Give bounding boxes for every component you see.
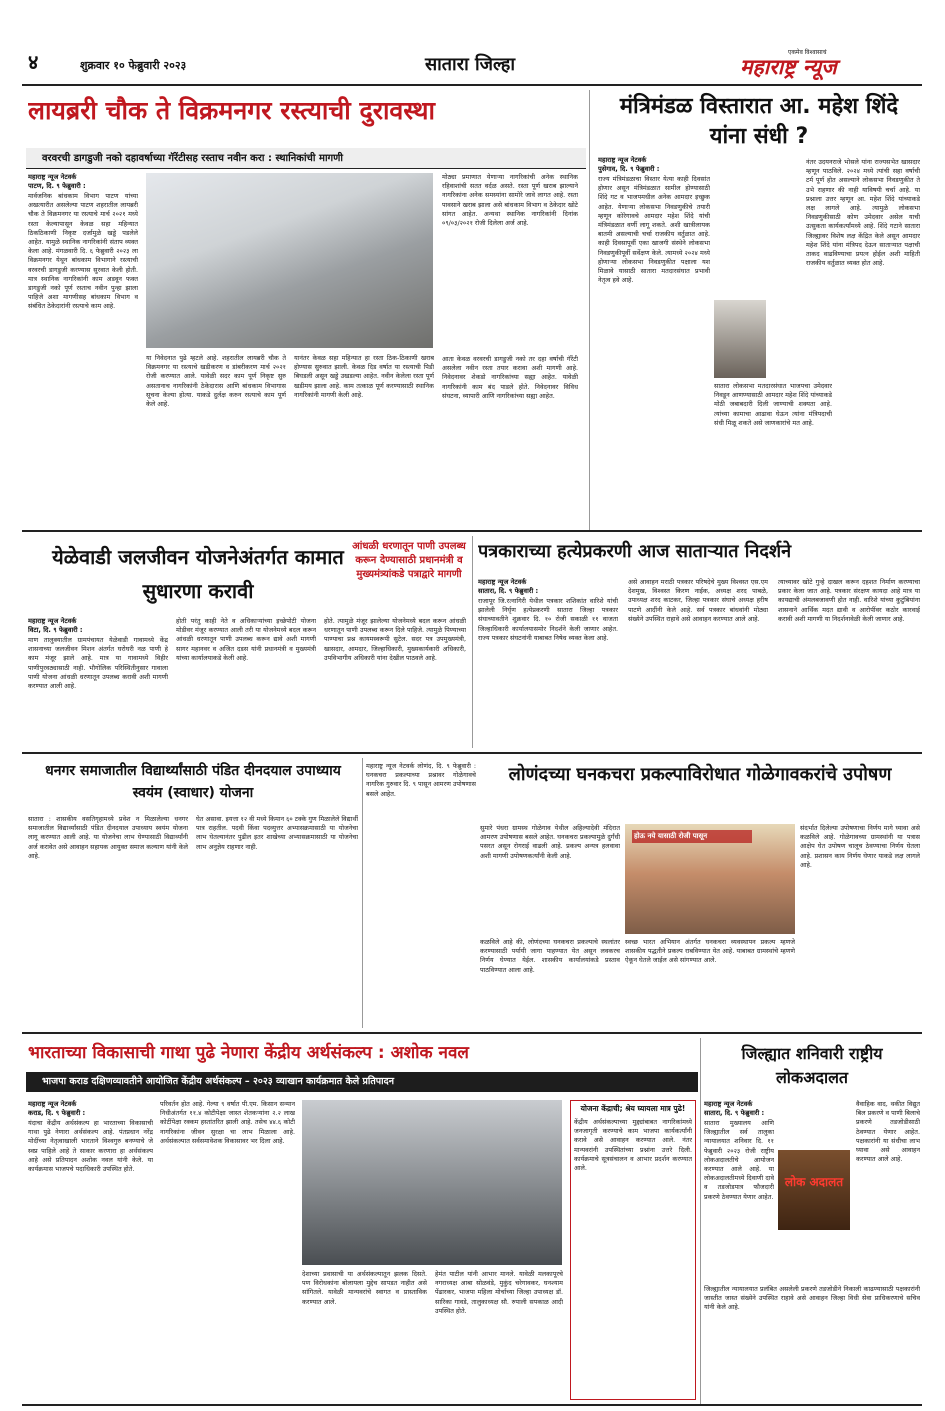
story6-col2: संदर्भात दिलेल्या उपोषणाचा निर्णय मागे घ्यावा असे कळविले आहे. गोळेगावच्या ग्रामस्थांनी या पत्रास आक्षेप घेत उपोषण चालूच ठेवण्याचा निर्णय घेतला आहे. प्रशासन काय निर्णय घेणार याकडे लक्ष लागले आहे. (800, 824, 920, 869)
story8-photo-label: लोक अदालत (784, 1175, 844, 1189)
story5-col1: सातारा : शासकीय वसतिगृहामध्ये प्रवेश न मिळालेल्या धनगर समाजातील विद्यार्थ्यांसाठी पंडित दीनदयाल उपाध्याय स्वयंम योजना लागू करण्यात आली आहे. या योजनेचा लाभ घेण्यासाठी विद्यार्थ्यांनी अर्ज करावेत असे आवाहन सहायक आयुक्त समाज कल्याण यांनी केले आहे. (28, 815, 188, 860)
divider (589, 90, 590, 530)
story7-col2: परिवर्तन होत आहे. गेल्या ९ वर्षात पी.एम. किसान सन्मान निधीअंतर्गत ११.४ कोटीपेक्षा जास्त शेतकऱ्यांना २.२ लाख कोटींपेक्षा रक्कम हस्तांतरित झाली आहे. तसेच ४४.६ कोटी नागरिकांना जीवन सुरक्षा चा लाभ मिळाला आहे. अर्थसंकल्पात सर्वसमावेशक विकासावर भर दिला आहे. (160, 1100, 295, 1145)
story4-headline: पत्रकाराच्या हत्येप्रकरणी आज साताऱ्यात निदर्शने (478, 541, 792, 562)
story1-col4: मोठ्या प्रमाणात येणाऱ्या नागरिकांची अनेक स्थानिक रहिवाशांची सतत वर्दळ असते. रस्ता पूर्ण खराब झाल्याने नागरिकांना अनेक समस्यांना सामोरे जावे लागत आहे. रस्ता पावसाने खराब झाला असे बांधकाम विभाग व ठेकेदार खोटे सांगत आहेत. अन्यथा स्थानिक नागरिकांनी दिनांक ०९/०३/२०२१ रोजी दिलेला अर्ज आहे. (442, 173, 578, 228)
section-rule-3 (22, 1032, 922, 1034)
story4-byline: महाराष्ट्र न्यूज नेटवर्क (478, 578, 527, 586)
story8-col3: जिल्ह्यातील न्यायालयात प्रलंबित असलेली प्रकरणे तडजोडीने निकाली काढण्यासाठी पक्षकारांनी जास्तीत जास्त संख्येने उपस्थित राहावे असे आवाहन जिल्हा विधी सेवा प्राधिकरणाचे सचिव यांनी केले आहे. (704, 1285, 920, 1312)
story1-col5: आता केवळ वरवरची डागडुजी नको तर दहा वर्षाची गॅरेंटी असलेला नवीन रस्ता तयार करावा अशी मागणी आहे. निवेदनावर शेकडो नागरिकांच्या सह्या आहेत. यावेळी नागरिकांनी काम बंद पाडले होते. निवेदनावर विविध संघटना, व्यापारी आणि नागरिकांच्या सह्या आहेत. (442, 355, 578, 400)
page-number: ४ (28, 50, 39, 74)
story7-subhead: भाजपा कराड दक्षिणव्यावतीने आयोजित केंद्रीय अर्थसंकल्प – २०२३ व्याखान कार्यक्रमात केले प्रतिपादन (26, 1072, 698, 1092)
issue-date: शुक्रवार १० फेब्रुवारी २०२३ (80, 59, 187, 72)
story7-col5: केंद्रीय अर्थसंकल्पाच्या मुद्द्यांबाबत नागरिकांमध्ये जनजागृती करण्याचे काम भाजपा कार्यकर्त्यांनी करावे असे आवाहन करण्यात आले. नंतर मान्यवरांनी उपस्थितांच्या प्रश्नांना उत्तरे दिली. कार्यक्रमाचे सूत्रसंचालन व आभार प्रदर्शन करण्यात आले. (574, 1118, 692, 1173)
story3-col3: होते. त्यामुळे मंजूर झालेल्या योजनेमध्ये बदल करून आंधळी धरणातून पाणी उपलब्ध करून दिले पाहिजे. त्यामुळे पिण्याच्या पाण्याचा प्रश्न कायमस्वरूपी सुटेल. सदर पत्र उपमुख्यमंत्री, खासदार, आमदार, जिल्हाधिकारी, मुख्यकार्यकारी अधिकारी, उपविभागीय अधिकारी यांना देखील पाठवले आहे. (324, 617, 466, 662)
story6-col4: स्वच्छ भारत अभियान अंतर्गत घनकचरा व्यवस्थापन प्रकल्प म्हणजे शासकीय पद्धतीने प्रकल्प राबविण्यात येत आहे. याबाबत ग्रामस्थांचे म्हणणे ऐकून घेतले जाईल असे सांगण्यात आले. (625, 938, 795, 965)
story2-dateline: पुसेगाव, दि. ९ फेब्रुवारी : (598, 165, 660, 173)
story4-col2: असे आवाहन मराठी पत्रकार परिषदेचे मुख्य विश्वस्त एस.एम देशमुख, विश्वस्त किरण नाईक, अध्यक्ष शरद पाबळे, उपाध्यक्ष शरद काटकर, जिल्हा पत्रकार संघाचे अध्यक्ष हरीष पाटणे आदींनी केले आहे. सर्व पत्रकार बांधवांनी मोठ्या संख्येने उपस्थित राहावे असे आवाहन करण्यात आले आहे. (628, 578, 768, 623)
story2-col2: सातारा लोकसभा मतदारसंघात भाजपचा उमेदवार निवडून आणण्यासाठी आमदार महेश शिंदे यांच्याकडे मोठी जबाबदारी दिली जाण्याची शक्यता आहे. त्यांच्या कामाचा आढावा घेऊन त्यांना मंत्रिपदाची संधी मिळू शकते असे जाणकारांचे मत आहे. (714, 382, 832, 427)
section-title: सातारा जिल्हा (424, 54, 516, 75)
story8-byline: महाराष्ट्र न्यूज नेटवर्क (704, 1100, 753, 1108)
story7-col1: यंदाचा केंद्रीय अर्थसंकल्प हा भारताच्या विकासाची गाथा पुढे नेणारा अर्थसंकल्प आहे. पंतप्रधान नरेंद्र मोदींच्या नेतृत्वाखाली भारताने विश्वगुरु बनण्याचे जे स्वप्न पाहिले आहे ते साकार करणारा हा अर्थसंकल्प आहे असे प्रतिपादन अशोक नवल यांनी केले. या कार्यक्रमास भाजपचे पदाधिकारी उपस्थित होते. (28, 1119, 153, 1174)
story8-col1: सातारा मुख्यालय आणि जिल्ह्यातील सर्व तालुका न्यायालयात शनिवार दि. ११ फेब्रुवारी २०२३ रोजी राष्ट्रीय लोकअदालतीचे आयोजन करण्यात आले आहे. या लोकअदालतीमध्ये दिवाणी दावे व तडजोडपात्र फौजदारी प्रकरणे ठेवण्यात येणार आहेत. (704, 1119, 774, 1201)
story1-headline: लायब्ररी चौक ते विक्रमनगर रस्त्याची दुरावस्था (28, 96, 435, 125)
story8-col2: वैवाहिक वाद, थकीत विद्युत बिल प्रकरणे व पाणी बिलाचे प्रकरणे तडजोडीसाठी ठेवण्यात येणार आहेत. पक्षकारांनी या संधीचा लाभ घ्यावा असे आवाहन करण्यात आले आहे. (856, 1100, 920, 1164)
footer-rule (22, 1404, 922, 1406)
story8-photo (778, 1150, 850, 1230)
story3-dateline: विटा, दि. ९ फेब्रुवारी : (28, 626, 83, 634)
brand-tagline: एकमेव विश्वासाचं (788, 49, 827, 56)
story5-col2: घेत असावा. इयत्ता १२ वी मध्ये किमान ६० टक्के गुण मिळालेले विद्यार्थी पात्र राहतील. पदवी किंवा पदव्युत्तर अभ्यासक्रमासाठी या योजनेचा लाभ घेतल्यानंतर पुढील इतर शाखेच्या अभ्यासक्रमासाठी या योजनेचा लाभ अनुज्ञेय राहणार नाही. (196, 815, 358, 851)
brand-logo: महाराष्ट्र न्यूज (740, 55, 837, 79)
story3-headline: येळेवाडी जलजीवन योजनेअंतर्गत कामात सुधारणा करावी (52, 545, 344, 603)
story8-headline: जिल्ह्यात शनिवारी राष्ट्रीय लोकअदालत (741, 1044, 883, 1087)
story3-col1: माण तालुक्यातील ग्रामपंचायत येळेवाडी गावामध्ये केंद्र शासनाच्या जलजीवन मिशन अंतर्गत घरोघरी नळ पाणी हे काम मंजूर झाले आहे. मात्र या गावामध्ये विहीर पाणीपुरवठ्यासाठी नाही. भौगोलिक परिस्थितीनुसार गावाला पाणी योजना आंधळी धरणातून उपलब्ध करावी अशी मागणी करण्यात आली आहे. (28, 636, 168, 691)
story1-col1: मार्वजनिक बांधकाम विभाग पाटण यांच्या अखत्यारीत असलेल्या पाटण शहरातील लायब्ररी चौक ते विक्रमनगर या रस्त्याचे मार्च २०२१ मध्ये रस्ता केल्यापासून केवळ सहा महिन्यात ठिकठिकाणी निकृष्ट दर्जामुळे खड्डे पडलेले आहेत. यामुळे स्थानिक नागरिकांनी संताप व्यक्त केला आहे. मंगळवारी दि. ६ फेब्रुवारी २०२३ ला विक्रमनगर येथून बांधकाम विभागाने रस्त्याची वरवरची डागडुजी करण्यास सुरवात केली होती. मात्र स्थानिक नागरिकांनी काम अडवून फक्त डागडुजी नको पूर्ण रस्ताच नवीन पुन्हा झाला पाहिजे अशा मागणीसह बांधकाम विभाग व संबंधित ठेकेदारांनी रस्त्याचे काम आहे. (28, 192, 138, 311)
header (0, 0, 945, 88)
story6-headline: लोणंदच्या घनकचरा प्रकल्पाविरोधात गोळेगावकरांचे उपोषण (508, 764, 892, 785)
story2-portrait (714, 300, 766, 378)
section-rule-1 (22, 530, 922, 532)
story8-dateline: सातारा, दि. ९ फेब्रुवारी : (704, 1109, 765, 1117)
story7-headline: भारताच्या विकासाची गाथा पुढे नेणारा केंद्रीय अर्थसंकल्प : अशोक नवल (28, 1043, 469, 1063)
divider (700, 1038, 701, 1404)
section-rule-2 (22, 752, 922, 754)
story1-photo (146, 173, 433, 348)
story7-photo (302, 1100, 562, 1265)
story7-col3: देशाच्या प्रवासाची या अर्थसंकल्पातून झलक दिसते. पण विरोधकांना बोलायला मुद्देच सापडत नाहीत असे सांगितले. यावेळी मान्यवरांचे स्वागत व प्रास्ताविक करण्यात आले. (302, 1270, 427, 1306)
story2-col3: नंतर उदयनराजे भोसले यांना राज्यसभेत खासदार म्हणून पाठविले. २०२४ मध्ये त्यांची सहा वर्षाची टर्म पूर्ण होत असल्याने लोकसभा निवडणुकीत ते उभे राहणार की नाही याविषयी चर्चा आहे. या प्रश्नाला उत्तर म्हणून आ. महेश शिंदे यांच्याकडे लक्ष लागले आहे. त्यामुळे लोकसभा निवडणुकीसाठी कोण उमेदवार असेल याची उत्सुकता कार्यकर्त्यांमध्ये आहे. शिंदे गटाने सातारा जिल्ह्यावर विशेष लक्ष केंद्रित केले असून आमदार महेश शिंदे यांना मंत्रिपद देऊन साताऱ्यात पक्षाची ताकद वाढविण्याचा प्रयत्न होईल अशी माहिती राजकीय वर्तुळात व्यक्त होत आहे. (806, 158, 920, 268)
story1-col2: या निवेदनात पुढे म्हटले आहे. शहरातील लायब्ररी चौक ते विक्रमनगर या रस्त्याचे खडीकरण व डांबरीकरण मार्च २०२१ रोजी करण्यात आले. यावेळी सदर काम पूर्ण निकृष्ट सुरु असतानाच नागरिकांनी ठेकेदारास आणि बांधकाम विभागास सूचना केल्या होत्या. याकडे दुर्लक्ष करुन रस्त्याचे काम पूर्ण केले आहे. (146, 354, 286, 409)
story3-quote: आंधळी धरणातून पाणी उपलब्ध करून देण्यासाठी प्रधानमंत्री व मुख्यमंत्र्यांकडे पत्राद्वारे मागणी (352, 541, 466, 580)
story2-headline: मंत्रिमंडळ विस्तारात आ. महेश शिंदे यांना संधी ? (619, 94, 899, 149)
header-rule (22, 84, 922, 86)
story7-dateline: कराड, दि. ९ फेब्रुवारी : (28, 1109, 86, 1117)
story7-sidebar (570, 1100, 696, 1400)
story2-col1: राज्य मंत्रिमंडळाचा विस्तार येत्या काही दिवसांत होणार असून मंत्रिमंडळात सामील होण्यासाठी शिंदे गट व भाजपमधील अनेक आमदार इच्छुक आहेत. येणाऱ्या लोकसभा निवडणुकीचे तयारी म्हणून कोरेगावचे आमदार महेश शिंदे यांची मंत्रिमंडळात वर्णी लागू शकते. अशी खात्रीलायक बातमी असल्याची चर्चा राजकीय वर्तुळात आहे. काही दिवसापूर्वी एका खाजगी संस्थेने लोकसभा निवडणुकीपूर्वी सर्वेक्षण केले. त्यामध्ये २०२४ मध्ये होणाऱ्या लोकसभा निवडणुकीत पक्षाला यश मिळावे यासाठी सातारा मतदारसंघात प्रभावी नेतृत्व हवे आहे. (598, 175, 710, 285)
story7-byline: महाराष्ट्र न्यूज नेटवर्क (28, 1100, 77, 1108)
story3-byline: महाराष्ट्र न्यूज नेटवर्क (28, 617, 77, 625)
story5-col3: महाराष्ट्र न्यूज नेटवर्क लोणंद, दि. ९ फेब्रुवारी : घनकचरा प्रकल्पाच्या प्रश्नावर गोळेगावचे नागरिक गुरुवार दि. ९ पासून आमरण उपोषणास बसले आहेत. (366, 762, 476, 798)
story3-col2: होती परंतु काही नेते व अधिकाऱ्यांच्या इच्छेपोटी योजना मोडीवर मंजूर करण्यात आली तरी या योजनेमध्ये बदल करून आंधळी धरणातून पाणी उपलब्ध करून द्यावे अशी मागणी सागर महानवर व अजित दडस यांनी प्रधानमंत्री व मुख्यमंत्री यांच्या कार्यालयाकडे केली आहे. (176, 617, 316, 662)
story6-col3: कळविले आहे की, लोणंदच्या घनकचरा प्रकल्पाचे स्थलांतर करण्यासाठी पर्यायी जागा पाहण्यात येत असून लवकरच निर्णय घेण्यात येईल. शासकीय कार्यालयांकडे प्रस्ताव पाठविण्यात आला आहे. (480, 938, 620, 974)
story1-col3: यानंतर केवळ सहा महिन्यात हा रस्ता ठिक-ठिकाणी खराब होण्यास सुरुवात झाली. केवळ दिड वर्षात या रस्त्याची पिडी बिघडली असून खड्डे उखडल्या आहेत. नवीन केलेला रस्ता पूर्ण खडीमय झाला आहे. काम तत्काळ पूर्ण करण्यासाठी स्थानिक नागरिकांनी मागणी केली आहे. (294, 354, 434, 399)
story1-byline: महाराष्ट्र न्यूज नेटवर्क (28, 173, 77, 181)
story4-col1: राजापूर जि.रत्नागिरी येथील पत्रकार शशिकांत वारिशे यांची झालेली निर्घृण हत्येप्रकरणी सातारा जिल्हा पत्रकार संघाच्यावतीने शुक्रवार दि. १० रोजी सकाळी ११ वाजता जिल्हाधिकारी कार्यालयासमोर निदर्शने केली जाणार आहेत. राज्य पत्रकार संघटनांनी याबाबत निषेध व्यक्त केला आहे. (478, 597, 618, 642)
divider (362, 758, 363, 1028)
story7-col4: हेमंत पाटील यांनी आभार मानले. यावेळी मलकापूरचे नगराध्यक्ष आबा सोळवंडे, मुकुंद चरेगावकर, घनश्याम पेंढारकर, भाजपा महिला मोर्चाच्या जिल्हा उपाध्यक्ष डॉ. सारिका गावडे, तालुकाध्यक्ष सौ. रुपाली सपकाळ आदी उपस्थित होते. (435, 1270, 563, 1315)
story1-dateline: पाटण, दि. ९ फेब्रुवारी : (28, 182, 86, 190)
story2-byline: महाराष्ट्र न्यूज नेटवर्क (598, 156, 647, 164)
story4-dateline: सातारा, दि. ९ फेब्रुवारी : (478, 587, 539, 595)
story7-sidebar-title: योजना केंद्राची; श्रेय घ्यायला मात्र पुढे! (580, 1104, 686, 1113)
story4-col3: त्याच्यावर खोटे गुन्हे दाखल करून दहशत निर्माण करण्याचा प्रकार केला जात आहे. पत्रकार संरक्षण कायदा आहे मात्र या कायद्याची अंमलबजावणी होत नाही. वारिशे यांच्या कुटुंबियांना शासनाने आर्थिक मदत द्यावी व आरोपींवर कठोर कारवाई करावी अशी मागणी या निदर्शनावेळी केली जाणार आहे. (778, 578, 920, 623)
divider (472, 536, 473, 748)
story6-col1: सुमारे पंधरा ग्रामस्थ गोळेगाव येथील अहिल्यादेवी मंदिरात आमरण उपोषणास बसले आहेत. घनकचरा प्रकल्पामुळे दुर्गंधी पसरत असून रोगराई वाढली आहे. प्रकल्प अन्यत्र हलवावा अशी मागणी उपोषणकर्त्यांनी केली आहे. (480, 824, 620, 860)
story6-photo-banner: होऊ नये यासाठी रोजी पासून (632, 830, 752, 843)
story1-subhead: वरवरची डागडुजी नको दहावर्षाच्या गॅरेंटीसह रस्ताच नवीन करा : स्थानिकांची मागणी (26, 148, 586, 169)
story5-headline: धनगर समाजातील विद्यार्थ्यांसाठी पंडित दीनदयाल उपाध्याय स्वयंम (स्वाधार) योजना (45, 763, 341, 801)
